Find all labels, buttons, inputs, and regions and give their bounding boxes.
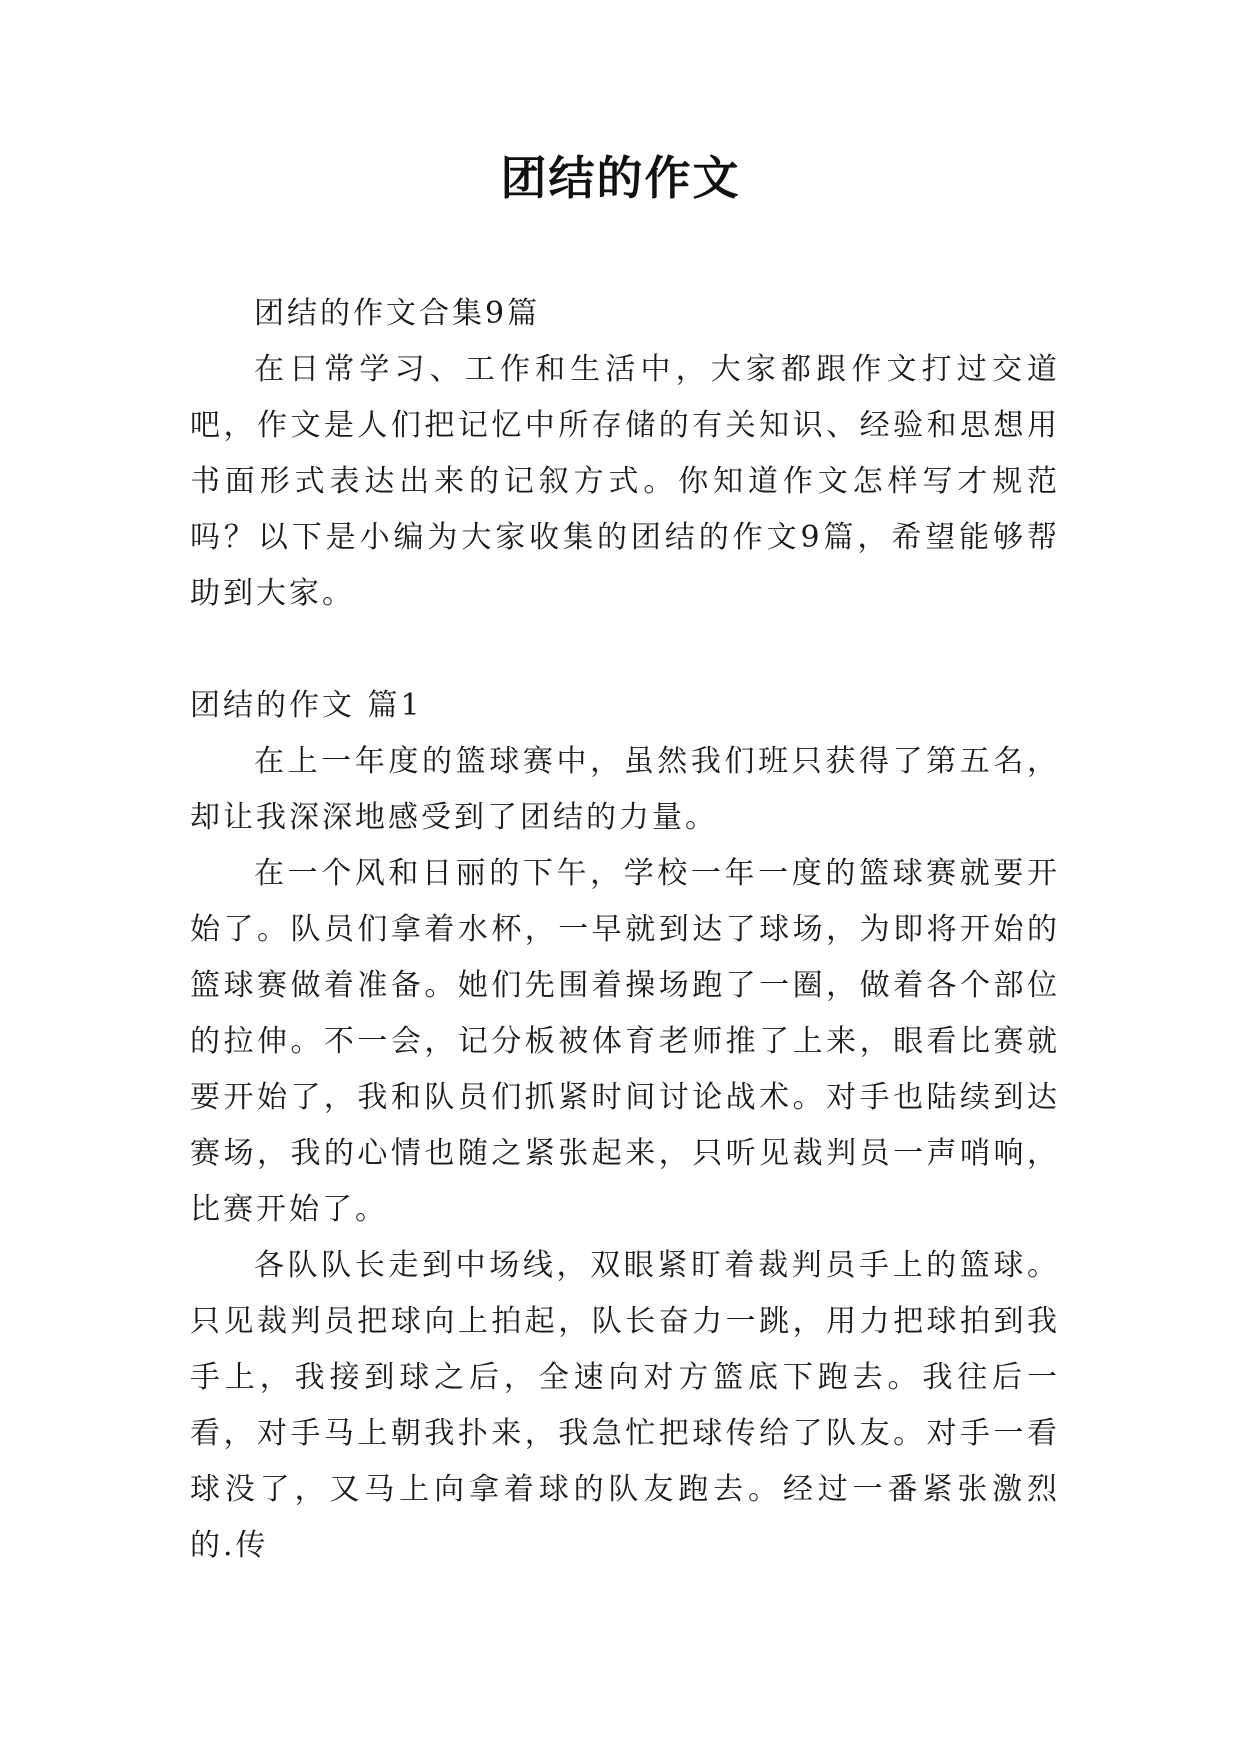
document-body	[190, 286, 1060, 1574]
body-paragraph: 各队队长走到中场线，双眼紧盯着裁判员手上的篮球。只见裁判员把球向上拍起，队长奋力一跳，用力把球拍到我手上，我接到球之后，全速向对方篮底下跑去。我往后一看，对手马上朝我扑来，我急忙把球传给了队友。对手一看球没了，又马上向拿着球的队友跑去。经过一番紧张激烈的.传	[190, 1248, 1060, 1563]
body-paragraph: 在上一年度的篮球赛中，虽然我们班只获得了第五名，却让我深深地感受到了团结的力量。	[190, 744, 1060, 835]
document-title: 团结的作文	[500, 151, 741, 205]
collection-subtitle: 团结的作文合集9篇	[254, 296, 541, 331]
section-heading: 团结的作文 篇1	[190, 688, 423, 723]
body-paragraph: 在一个风和日丽的下午，学校一年一度的篮球赛就要开始了。队员们拿着水杯，一早就到达了球场，为即将开始的篮球赛做着准备。她们先围着操场跑了一圈，做着各个部位的拉伸。不一会，记分板被体育老师推了上来，眼看比赛就要开始了，我和队员们抓紧时间讨论战术。对手也陆续到达赛场，我的心情也随之紧张起来，只听见裁判员一声哨响，比赛开始了。	[190, 856, 1060, 1227]
intro-paragraph: 在日常学习、工作和生活中，大家都跟作文打过交道吧，作文是人们把记忆中所存储的有关知识、经验和思想用书面形式表达出来的记叙方式。你知道作文怎样写才规范吗？以下是小编为大家收集的团结的作文9篇，希望能够帮助到大家。	[190, 352, 1060, 611]
